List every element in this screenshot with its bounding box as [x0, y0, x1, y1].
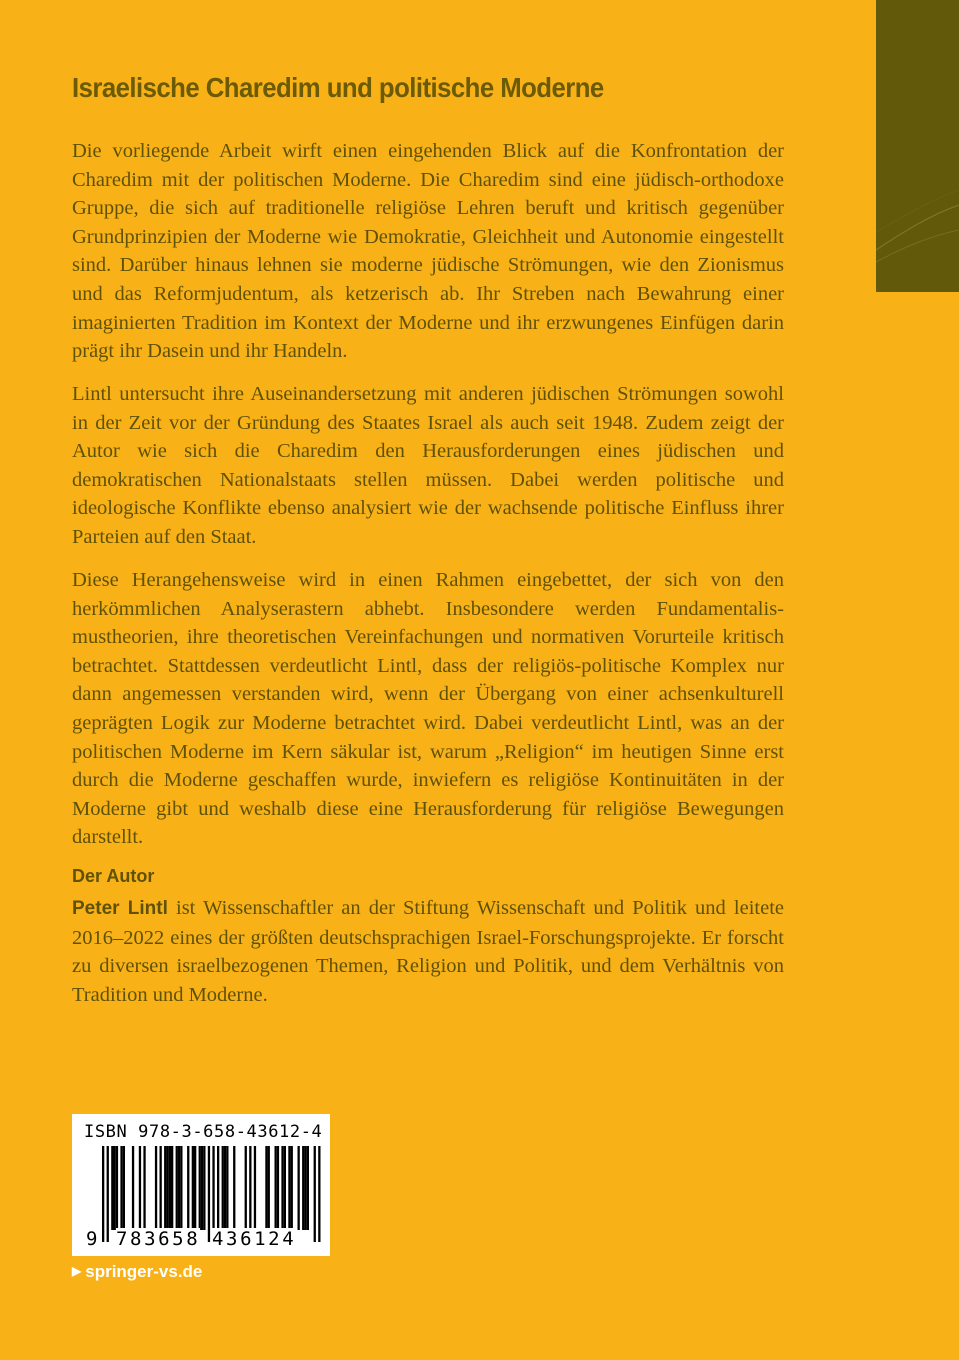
barcode-bar: [192, 1146, 194, 1230]
barcode-bar: [254, 1146, 256, 1230]
barcode-bar: [199, 1146, 201, 1230]
barcode-bar: [233, 1146, 235, 1230]
barcode-bar: [268, 1146, 270, 1230]
barcode-bar: [111, 1146, 113, 1230]
barcode-bar: [302, 1146, 304, 1230]
description-paragraph-1: Die vorliegende Arbeit wirft einen eingehenden Blick auf die Konfrontation der Charedim mit der politischen Moderne. Die Charedim sind eine jüdisch-orthodoxe Gruppe, die sich auf traditionelle religiöse Lehren beruft und kritisch gegenüber Grundprinzipien der Moderne wie Demokratie, Gleichheit und Autonomie eingestellt sind. Darüber hinaus lehnen sie moderne jüdische Strömungen, wie den Zionismus und das Reformjudentum, als ketzerisch ab. Ihr Streben nach Bewahrung einer imaginierten Tradition im Kontext der Moderne und ihr erzwungenes Einfügen darin prägt ihr Dasein und ihr Handeln.: [72, 140, 784, 363]
barcode-first-digit: 9: [86, 1228, 98, 1250]
barcode-bar: [275, 1146, 277, 1230]
barcode-bar: [114, 1146, 116, 1230]
barcode-bar: [107, 1146, 109, 1242]
barcode-bar: [284, 1146, 286, 1230]
barcode-bar: [160, 1146, 162, 1230]
barcode-group-left: 783658: [116, 1228, 201, 1250]
barcode-bar: [139, 1146, 141, 1230]
barcode-bar: [226, 1146, 228, 1230]
barcode-bar: [288, 1146, 290, 1230]
barcode-bar: [187, 1146, 189, 1230]
barcode-bar: [116, 1146, 118, 1230]
barcode-bar: [298, 1146, 300, 1230]
barcode-group-right: 436124: [212, 1228, 297, 1250]
author-bio-text: ist Wissenschaftler an der Stiftung Wissenschaft und Politik und leitete 2016–2022 eines der größten deutschsprachigen Israel-Forschungsprojekte. Er forscht zu diversen israelbezogenen Themen, Religion und Politik, und dem Verhältnis von Tradition und Moderne.: [72, 897, 784, 1006]
barcode-bar: [123, 1146, 125, 1230]
barcode: [72, 1114, 330, 1256]
barcode-bar: [120, 1146, 122, 1230]
barcode-bar: [249, 1146, 251, 1230]
barcode-bar: [217, 1146, 219, 1230]
barcode-bar: [281, 1146, 283, 1230]
barcode-bar: [166, 1146, 168, 1230]
curve-lines-decoration: [876, 0, 959, 292]
barcode-bar: [171, 1146, 173, 1230]
barcode-bar: [277, 1146, 279, 1230]
barcode-bar: [169, 1146, 171, 1230]
corner-decoration: [876, 0, 959, 292]
barcode-bar: [102, 1146, 104, 1242]
barcode-bar: [164, 1146, 166, 1230]
barcode-bar: [143, 1146, 145, 1230]
barcode-bar: [176, 1146, 178, 1230]
publisher-url: springer-vs.de: [85, 1262, 203, 1281]
publisher-link[interactable]: [72, 1262, 202, 1282]
barcode-bar: [132, 1146, 134, 1230]
description-paragraph-2: Lintl untersucht ihre Auseinandersetzung mit anderen jüdischen Strömungen sowohl in der Zeit vor der Gründung des Staates Israel als auch seit 1948. Zudem zeigt der Autor wie sich die Charedim den Herausforderungen eines jüdischen und demokratischen Nationalstaats stellen müssen. Dabei werden politische und ideologische Konflikte ebenso analysiert wie der wachsende politische Einfluss ihrer Parteien auf den Staat.: [72, 383, 784, 548]
barcode-bar: [245, 1146, 247, 1230]
barcode-bar: [291, 1146, 293, 1230]
barcode-bar: [318, 1146, 320, 1242]
isbn-label: ISBN 978-3-658-43612-4: [84, 1122, 323, 1142]
description-paragraph-3: Diese Herangehensweise wird in einen Rahmen eingebettet, der sich von den herkömmlichen Analyserastern abhebt. Insbesondere werden Fundamentalismustheorien, ihre theoretischen Vereinfachungen und normativen Vorurteile kritisch betrachtet. Stattdessen verdeutlicht Lintl, dass der religiös-politische Komplex nur dann angemessen verstanden wird, wenn der Übergang von einer achsenkulturell geprägten Logik zur Moderne betrachtet wird. Dabei verdeutlicht Lintl, was an der politischen Moderne im Kern säkular ist, warum „Religion“ im heutigen Sinne erst durch die Moderne geschaffen wurde, inwiefern es religiöse Kontinuitäten in der Moderne gibt und weshalb diese eine Herausforderung für religiöse Bewegungen darstellt.: [72, 569, 784, 849]
barcode-bar: [314, 1146, 316, 1242]
barcode-bar: [203, 1146, 205, 1230]
barcode-bar: [222, 1146, 224, 1230]
triangle-right-icon: ▶: [72, 1264, 82, 1278]
barcode-bar: [201, 1146, 203, 1230]
book-title: Israelische Charedim und politische Moderne: [72, 72, 604, 103]
barcode-bar: [208, 1146, 210, 1242]
barcode-bar: [155, 1146, 157, 1230]
author-name: Peter Lintl: [72, 898, 168, 919]
barcode-bar: [180, 1146, 182, 1230]
barcode-bar: [178, 1146, 180, 1230]
barcode-bar: [194, 1146, 196, 1230]
barcode-bar: [304, 1146, 306, 1230]
barcode-bar: [224, 1146, 226, 1230]
barcode-bar: [307, 1146, 309, 1230]
author-bio: [72, 894, 784, 1009]
barcode-bar: [265, 1146, 267, 1230]
author-heading: Der Autor: [72, 866, 155, 886]
